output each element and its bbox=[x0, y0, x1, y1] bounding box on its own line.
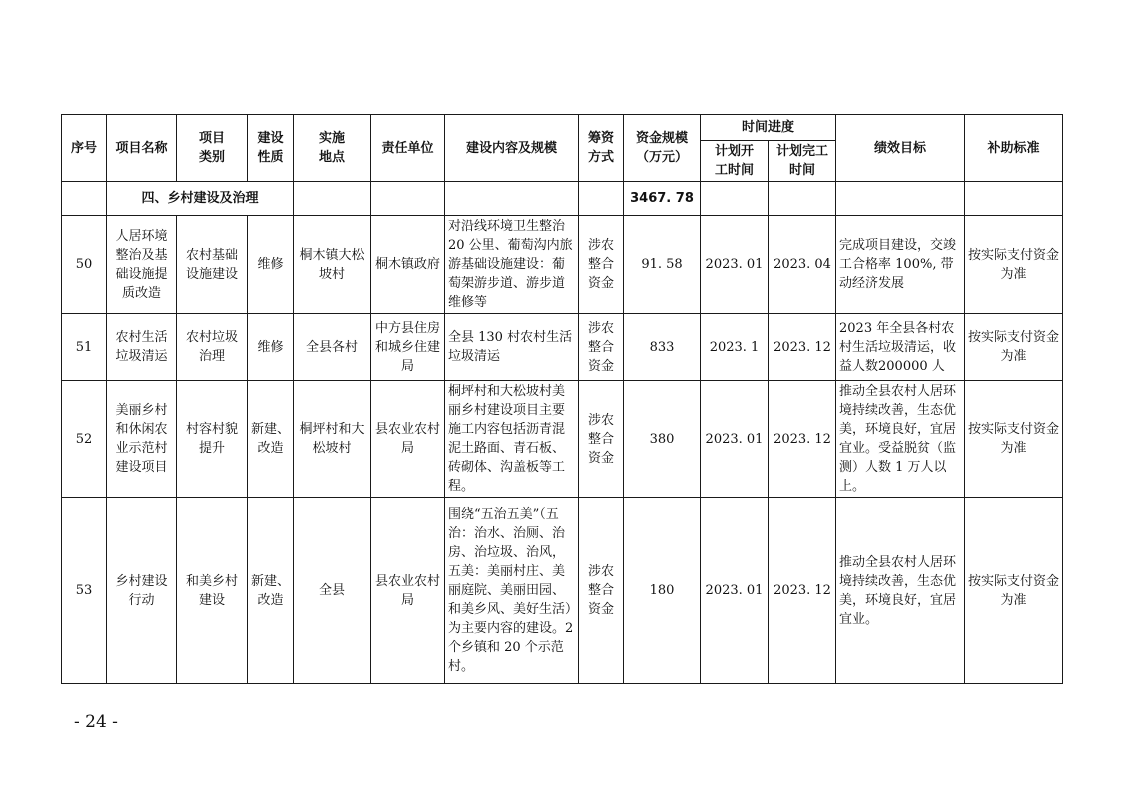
row-category: 农村基础设施建设 bbox=[177, 216, 248, 314]
row-nature: 新建、改造 bbox=[248, 381, 294, 498]
table-header bbox=[62, 115, 1063, 182]
row-location: 全县各村 bbox=[294, 314, 371, 381]
section-amount: 3467. 78 bbox=[624, 182, 701, 216]
row-content: 对沿线环境卫生整治 20 公里、葡萄沟内旅游基础设施建设：葡萄架游步道、游步道维修等 bbox=[445, 216, 579, 314]
header-end-time: 计划完工 时间 bbox=[769, 141, 836, 182]
row-nature: 维修 bbox=[248, 314, 294, 381]
row-location: 全县 bbox=[294, 498, 371, 684]
section-title: 四、乡村建设及治理 bbox=[107, 182, 294, 216]
row-start-time: 2023. 01 bbox=[701, 216, 769, 314]
row-seq: 51 bbox=[62, 314, 107, 381]
row-subsidy: 按实际支付资金为准 bbox=[965, 314, 1063, 381]
header-responsible-unit: 责任单位 bbox=[371, 115, 445, 182]
row-scale: 833 bbox=[624, 314, 701, 381]
section-empty-cell bbox=[701, 182, 769, 216]
header-subsidy: 补助标准 bbox=[965, 115, 1063, 182]
row-scale: 380 bbox=[624, 381, 701, 498]
row-end-time: 2023. 04 bbox=[769, 216, 836, 314]
table-row bbox=[62, 381, 1063, 498]
row-funding: 涉农整合资金 bbox=[579, 216, 624, 314]
row-project-name: 美丽乡村和休闲农业示范村建设项目 bbox=[107, 381, 177, 498]
row-subsidy: 按实际支付资金为准 bbox=[965, 381, 1063, 498]
row-scale: 180 bbox=[624, 498, 701, 684]
row-location: 桐木镇大松坡村 bbox=[294, 216, 371, 314]
section-seq-cell bbox=[62, 182, 107, 216]
section-row bbox=[62, 182, 1063, 216]
table-row bbox=[62, 498, 1063, 684]
row-seq: 50 bbox=[62, 216, 107, 314]
table-row bbox=[62, 216, 1063, 314]
row-project-name: 乡村建设行动 bbox=[107, 498, 177, 684]
row-nature: 新建、改造 bbox=[248, 498, 294, 684]
row-end-time: 2023. 12 bbox=[769, 381, 836, 498]
row-responsible-unit: 县农业农村局 bbox=[371, 498, 445, 684]
header-goal: 绩效目标 bbox=[836, 115, 965, 182]
row-funding: 涉农整合资金 bbox=[579, 498, 624, 684]
row-seq: 52 bbox=[62, 381, 107, 498]
row-start-time: 2023. 01 bbox=[701, 381, 769, 498]
row-category: 村容村貌提升 bbox=[177, 381, 248, 498]
section-empty-cell bbox=[836, 182, 965, 216]
row-goal: 完成项目建设，交竣工合格率 100%, 带动经济发展 bbox=[836, 216, 965, 314]
header-scale: 资金规模 （万元） bbox=[624, 115, 701, 182]
section-empty-cell bbox=[371, 182, 445, 216]
section-empty-cell bbox=[579, 182, 624, 216]
row-end-time: 2023. 12 bbox=[769, 314, 836, 381]
section-empty-cell bbox=[769, 182, 836, 216]
row-funding: 涉农整合资金 bbox=[579, 314, 624, 381]
header-seq: 序号 bbox=[62, 115, 107, 182]
header-location: 实施 地点 bbox=[294, 115, 371, 182]
section-empty-cell bbox=[445, 182, 579, 216]
row-category: 和美乡村建设 bbox=[177, 498, 248, 684]
row-project-name: 人居环境整治及基础设施提质改造 bbox=[107, 216, 177, 314]
row-content: 围绕“五治五美”（五治：治水、治厕、治房、治垃圾、治风，五美：美丽村庄、美丽庭院、美丽田园、和美乡风、美好生活）为主要内容的建设。2 个乡镇和 20 个示范村。 bbox=[445, 498, 579, 684]
row-funding: 涉农整合资金 bbox=[579, 381, 624, 498]
header-content: 建设内容及规模 bbox=[445, 115, 579, 182]
row-goal: 推动全县农村人居环境持续改善，生态优美，环境良好，宜居宜业。 bbox=[836, 498, 965, 684]
section-empty-cell bbox=[965, 182, 1063, 216]
header-nature: 建设 性质 bbox=[248, 115, 294, 182]
section-empty-cell bbox=[294, 182, 371, 216]
row-responsible-unit: 县农业农村局 bbox=[371, 381, 445, 498]
row-end-time: 2023. 12 bbox=[769, 498, 836, 684]
row-seq: 53 bbox=[62, 498, 107, 684]
page-number: - 24 - bbox=[74, 712, 118, 732]
row-category: 农村垃圾治理 bbox=[177, 314, 248, 381]
header-project-name: 项目名称 bbox=[107, 115, 177, 182]
header-category: 项目 类别 bbox=[177, 115, 248, 182]
row-location: 桐坪村和大松坡村 bbox=[294, 381, 371, 498]
row-start-time: 2023. 01 bbox=[701, 498, 769, 684]
row-subsidy: 按实际支付资金为准 bbox=[965, 498, 1063, 684]
header-funding: 筹资 方式 bbox=[579, 115, 624, 182]
row-content: 桐坪村和大松坡村美丽乡村建设项目主要施工内容包括沥青混泥土路面、青石板、砖砌体、沟盖板等工程。 bbox=[445, 381, 579, 498]
project-table-container bbox=[61, 114, 1062, 684]
row-goal: 2023 年全县各村农村生活垃圾清运，收益人数200000 人 bbox=[836, 314, 965, 381]
row-nature: 维修 bbox=[248, 216, 294, 314]
row-start-time: 2023. 1 bbox=[701, 314, 769, 381]
row-responsible-unit: 桐木镇政府 bbox=[371, 216, 445, 314]
header-progress: 时间进度 bbox=[701, 115, 836, 141]
row-content: 全县 130 村农村生活垃圾清运 bbox=[445, 314, 579, 381]
row-project-name: 农村生活垃圾清运 bbox=[107, 314, 177, 381]
row-responsible-unit: 中方县住房和城乡住建局 bbox=[371, 314, 445, 381]
header-start-time: 计划开 工时间 bbox=[701, 141, 769, 182]
row-scale: 91. 58 bbox=[624, 216, 701, 314]
table-row bbox=[62, 314, 1063, 381]
project-table bbox=[61, 114, 1063, 684]
table-body bbox=[62, 182, 1063, 684]
row-goal: 推动全县农村人居环境持续改善，生态优美，环境良好，宜居宜业。受益脱贫（监测）人数 1 万人以上。 bbox=[836, 381, 965, 498]
row-subsidy: 按实际支付资金为准 bbox=[965, 216, 1063, 314]
